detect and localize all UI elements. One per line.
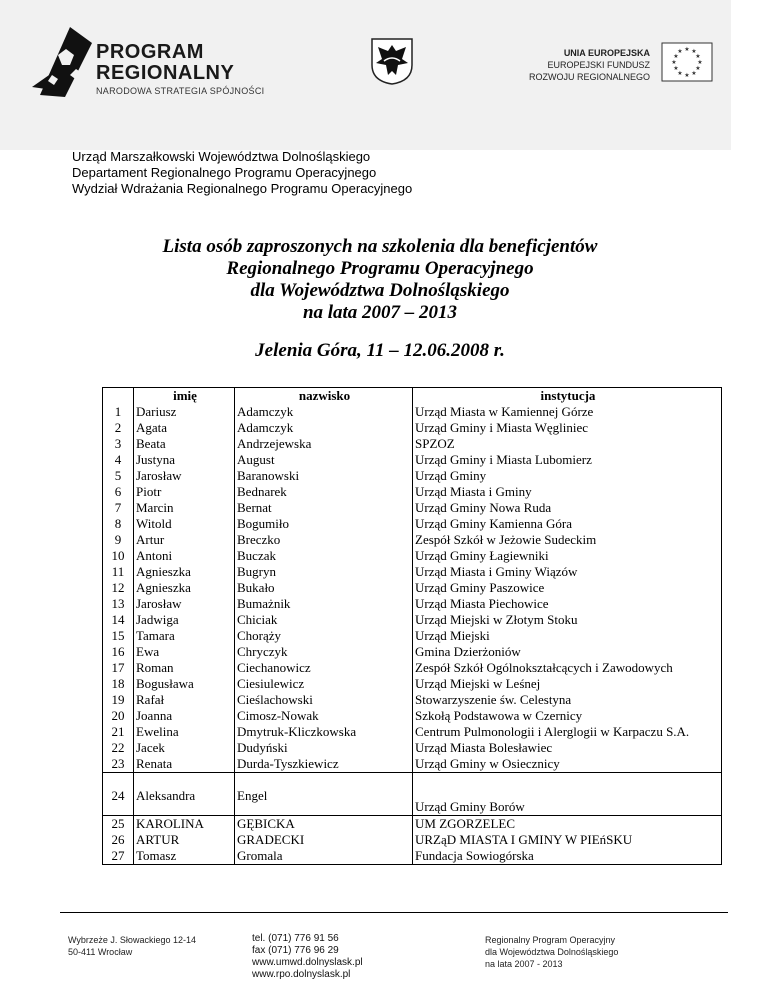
footer-program-line1: Regionalny Program Operacyjny xyxy=(485,935,616,945)
office-line-2: Departament Regionalnego Programu Operacyjnego xyxy=(72,165,377,180)
cell-first-name: Witold xyxy=(134,516,235,532)
table-row xyxy=(103,724,722,740)
eu-name: UNIA EUROPEJSKA xyxy=(563,48,650,58)
table-row xyxy=(103,756,722,773)
cell-number: 24 xyxy=(103,786,134,816)
footer-website-1: www.umwd.dolnyslask.pl xyxy=(252,957,363,968)
footer-fax: fax (071) 776 96 29 xyxy=(252,945,339,956)
cell-first-name: Aleksandra xyxy=(134,786,235,816)
table-row xyxy=(103,832,722,848)
spacer-cell xyxy=(235,773,413,787)
cell-institution: SPZOZ xyxy=(413,436,722,452)
cell-institution: Urząd Miasta w Kamiennej Górze xyxy=(413,404,722,420)
office-line-1: Urząd Marszałkowski Województwa Dolnośląskiego xyxy=(72,149,371,164)
eu-fund-line1: EUROPEJSKI FUNDUSZ xyxy=(547,60,650,70)
cell-institution: Urząd Gminy xyxy=(413,468,722,484)
cell-first-name: Jarosław xyxy=(134,468,235,484)
logo-program-text: PROGRAM xyxy=(96,41,204,63)
cell-last-name: GRADECKI xyxy=(235,832,413,848)
svg-text:★: ★ xyxy=(677,48,683,55)
cell-number: 21 xyxy=(103,724,134,740)
cell-first-name: Jadwiga xyxy=(134,612,235,628)
cell-last-name: Baranowski xyxy=(235,468,413,484)
cell-number: 26 xyxy=(103,832,134,848)
column-header-number xyxy=(103,388,134,405)
cell-number: 9 xyxy=(103,532,134,548)
cell-institution: Urząd Miejski w Złotym Stoku xyxy=(413,612,722,628)
table-row xyxy=(103,628,722,644)
cell-number: 23 xyxy=(103,756,134,773)
cell-last-name: Engel xyxy=(235,786,413,816)
cell-number: 3 xyxy=(103,436,134,452)
silesian-eagle-icon xyxy=(370,37,414,85)
table-row xyxy=(103,708,722,724)
cell-first-name: Roman xyxy=(134,660,235,676)
cell-institution: URZąD MIASTA I GMINY W PIEńSKU xyxy=(413,832,722,848)
table-row xyxy=(103,452,722,468)
cell-last-name: Cimosz-Nowak xyxy=(235,708,413,724)
eu-flag-icon xyxy=(661,42,713,82)
cell-first-name: Agnieszka xyxy=(134,580,235,596)
cell-last-name: Gromala xyxy=(235,848,413,865)
cell-last-name: Bugryn xyxy=(235,564,413,580)
cell-last-name: Bogumiło xyxy=(235,516,413,532)
cell-last-name: Chorąży xyxy=(235,628,413,644)
cell-first-name: Marcin xyxy=(134,500,235,516)
cell-first-name: Ewelina xyxy=(134,724,235,740)
cell-number: 11 xyxy=(103,564,134,580)
svg-text:★: ★ xyxy=(671,59,677,66)
document-title xyxy=(40,236,720,324)
cell-first-name: Justyna xyxy=(134,452,235,468)
table-row xyxy=(103,484,722,500)
cell-first-name: Jacek xyxy=(134,740,235,756)
cell-number: 25 xyxy=(103,816,134,833)
cell-institution: Urząd Gminy Paszowice xyxy=(413,580,722,596)
cell-institution: Zespół Szkół w Jeżowie Sudeckim xyxy=(413,532,722,548)
cell-institution: Fundacja Sowiogórska xyxy=(413,848,722,865)
table-row xyxy=(103,580,722,596)
cell-institution: Urząd Gminy Łagiewniki xyxy=(413,548,722,564)
cell-number: 12 xyxy=(103,580,134,596)
cell-last-name: Adamczyk xyxy=(235,420,413,436)
title-line-4: na lata 2007 – 2013 xyxy=(302,302,458,323)
cell-number: 15 xyxy=(103,628,134,644)
cell-first-name: Bogusława xyxy=(134,676,235,692)
table-row xyxy=(103,548,722,564)
cell-institution: Urząd Gminy w Osiecznicy xyxy=(413,756,722,773)
footer-program-line3: na lata 2007 - 2013 xyxy=(485,959,563,969)
cell-last-name: Durda-Tyszkiewicz xyxy=(235,756,413,773)
cell-institution: UM ZGORZELEC xyxy=(413,816,722,833)
cell-last-name: Ciechanowicz xyxy=(235,660,413,676)
cell-first-name: Rafał xyxy=(134,692,235,708)
footer-address xyxy=(68,934,196,958)
cell-institution: Stowarzyszenie św. Celestyna xyxy=(413,692,722,708)
column-header-first-name: imię xyxy=(134,388,235,405)
svg-text:★: ★ xyxy=(677,70,683,77)
office-block xyxy=(72,149,412,197)
cell-last-name: Chryczyk xyxy=(235,644,413,660)
table-row xyxy=(103,816,722,833)
cell-first-name: KAROLINA xyxy=(134,816,235,833)
cell-institution: Urząd Miasta Bolesławiec xyxy=(413,740,722,756)
cell-number: 8 xyxy=(103,516,134,532)
table-row xyxy=(103,848,722,865)
table-row xyxy=(103,436,722,452)
cell-number: 10 xyxy=(103,548,134,564)
cell-institution: Urząd Gminy Borów xyxy=(413,786,722,816)
footer-divider xyxy=(60,912,728,913)
eu-fund-text xyxy=(500,47,650,83)
cell-institution: Urząd Gminy i Miasta Lubomierz xyxy=(413,452,722,468)
cell-first-name: Tamara xyxy=(134,628,235,644)
cell-last-name: Bednarek xyxy=(235,484,413,500)
cell-first-name: Ewa xyxy=(134,644,235,660)
table-row xyxy=(103,420,722,436)
table-row xyxy=(103,500,722,516)
cell-last-name: Ciesiulewicz xyxy=(235,676,413,692)
attendee-table xyxy=(102,387,722,865)
cell-number: 18 xyxy=(103,676,134,692)
cell-first-name: Joanna xyxy=(134,708,235,724)
cell-last-name: Buczak xyxy=(235,548,413,564)
table-row xyxy=(103,740,722,756)
column-header-institution: instytucja xyxy=(413,388,722,405)
cell-first-name: Antoni xyxy=(134,548,235,564)
cell-last-name: Breczko xyxy=(235,532,413,548)
cell-number: 19 xyxy=(103,692,134,708)
cell-number: 14 xyxy=(103,612,134,628)
table-header-row xyxy=(103,388,722,405)
cell-institution: Centrum Pulmonologii i Alerglogii w Karpaczu S.A. xyxy=(413,724,722,740)
footer-address-line1: Wybrzeże J. Słowackiego 12-14 xyxy=(68,935,196,945)
cell-institution: Urząd Miejski w Leśnej xyxy=(413,676,722,692)
table-row xyxy=(103,644,722,660)
cell-last-name: Adamczyk xyxy=(235,404,413,420)
cell-number: 1 xyxy=(103,404,134,420)
table-row xyxy=(103,532,722,548)
svg-text:★: ★ xyxy=(695,65,701,72)
svg-text:★: ★ xyxy=(697,59,703,66)
cell-first-name: ARTUR xyxy=(134,832,235,848)
cell-institution: Urząd Gminy Kamienna Góra xyxy=(413,516,722,532)
cell-last-name: GĘBICKA xyxy=(235,816,413,833)
cell-last-name: Dmytruk-Kliczkowska xyxy=(235,724,413,740)
cell-number: 6 xyxy=(103,484,134,500)
cell-institution: Szkołą Podstawowa w Czernicy xyxy=(413,708,722,724)
table-row xyxy=(103,612,722,628)
header-band xyxy=(0,0,731,150)
cell-last-name: Bumażnik xyxy=(235,596,413,612)
table-row xyxy=(103,516,722,532)
svg-text:★: ★ xyxy=(684,46,690,53)
cell-last-name: Cieślachowski xyxy=(235,692,413,708)
cell-number: 17 xyxy=(103,660,134,676)
cell-last-name: August xyxy=(235,452,413,468)
column-header-last-name: nazwisko xyxy=(235,388,413,405)
cell-last-name: Chiciak xyxy=(235,612,413,628)
cell-number: 7 xyxy=(103,500,134,516)
program-regionalny-logo xyxy=(30,25,95,100)
svg-text:★: ★ xyxy=(673,65,679,72)
table-row xyxy=(103,564,722,580)
table-row xyxy=(103,786,722,816)
table-row xyxy=(103,404,722,420)
title-line-3: dla Województwa Dolnośląskiego xyxy=(250,280,510,301)
table-row xyxy=(103,660,722,676)
footer-contact xyxy=(252,933,363,981)
cell-institution: Zespół Szkół Ogólnokształcących i Zawodowych xyxy=(413,660,722,676)
cell-institution: Urząd Gminy i Miasta Węgliniec xyxy=(413,420,722,436)
spacer-cell xyxy=(413,773,722,787)
cell-number: 22 xyxy=(103,740,134,756)
footer-phone: tel. (071) 776 91 56 xyxy=(252,933,339,944)
office-line-3: Wydział Wdrażania Regionalnego Programu Operacyjnego xyxy=(72,181,413,196)
cell-institution: Urząd Miasta i Gminy xyxy=(413,484,722,500)
cell-first-name: Artur xyxy=(134,532,235,548)
cell-number: 2 xyxy=(103,420,134,436)
cell-institution: Gmina Dzierżoniów xyxy=(413,644,722,660)
eu-fund-line2: ROZWOJU REGIONALNEGO xyxy=(528,72,650,82)
cell-number: 4 xyxy=(103,452,134,468)
cell-number: 20 xyxy=(103,708,134,724)
svg-text:★: ★ xyxy=(695,53,701,60)
title-line-1: Lista osób zaproszonych na szkolenia dla beneficjentów xyxy=(162,236,598,257)
cell-number: 16 xyxy=(103,644,134,660)
title-line-2: Regionalnego Programu Operacyjnego xyxy=(226,258,534,279)
logo-strategy-text: NARODOWA STRATEGIA SPÓJNOŚCI xyxy=(96,86,265,96)
footer-program-line2: dla Województwa Dolnośląskiego xyxy=(485,947,619,957)
table-row xyxy=(103,468,722,484)
svg-text:★: ★ xyxy=(684,72,690,79)
footer-website-2: www.rpo.dolnyslask.pl xyxy=(252,969,351,980)
svg-text:★: ★ xyxy=(673,53,679,60)
table-row xyxy=(103,676,722,692)
cell-first-name: Renata xyxy=(134,756,235,773)
cell-last-name: Dudyński xyxy=(235,740,413,756)
cell-institution: Urząd Miasta i Gminy Wiązów xyxy=(413,564,722,580)
table-row xyxy=(103,596,722,612)
table-row xyxy=(103,773,722,787)
cell-number: 27 xyxy=(103,848,134,865)
cell-number: 13 xyxy=(103,596,134,612)
svg-text:★: ★ xyxy=(691,48,697,55)
cell-first-name: Jarosław xyxy=(134,596,235,612)
logo-regionalny-text: REGIONALNY xyxy=(96,62,235,84)
cell-first-name: Dariusz xyxy=(134,404,235,420)
document-subtitle: Jelenia Góra, 11 – 12.06.2008 r. xyxy=(255,340,505,361)
cell-number: 5 xyxy=(103,468,134,484)
cell-last-name: Andrzejewska xyxy=(235,436,413,452)
footer-program xyxy=(485,934,618,970)
cell-first-name: Beata xyxy=(134,436,235,452)
cell-institution: Urząd Miejski xyxy=(413,628,722,644)
spacer-cell xyxy=(103,773,134,787)
cell-first-name: Agata xyxy=(134,420,235,436)
cell-first-name: Agnieszka xyxy=(134,564,235,580)
cell-institution: Urząd Gminy Nowa Ruda xyxy=(413,500,722,516)
footer-address-line2: 50-411 Wrocław xyxy=(68,947,133,957)
table-row xyxy=(103,692,722,708)
cell-first-name: Piotr xyxy=(134,484,235,500)
cell-institution: Urząd Miasta Piechowice xyxy=(413,596,722,612)
svg-text:★: ★ xyxy=(691,70,697,77)
cell-first-name: Tomasz xyxy=(134,848,235,865)
cell-last-name: Bukało xyxy=(235,580,413,596)
spacer-cell xyxy=(134,773,235,787)
cell-last-name: Bernat xyxy=(235,500,413,516)
